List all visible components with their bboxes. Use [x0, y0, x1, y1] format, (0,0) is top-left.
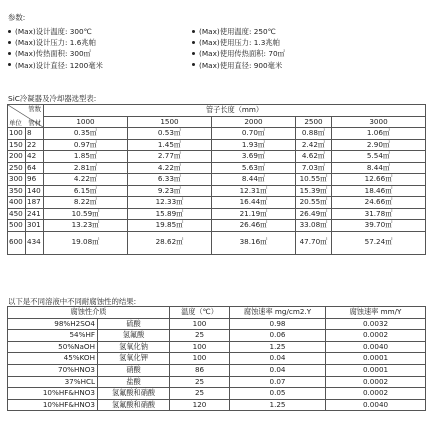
medium-formula-cell: 54%HF	[8, 330, 98, 342]
medium-name-cell: 硫酸	[98, 318, 170, 330]
area-cell: 2.81㎡	[44, 162, 128, 174]
dn-cell: 250	[8, 162, 26, 174]
area-cell: 57.24㎡	[332, 231, 426, 254]
rate-mg-cell: 0.07	[230, 376, 326, 388]
area-cell: 26.49㎡	[296, 208, 332, 220]
temperature-cell: 100	[170, 353, 230, 365]
medium-formula-cell: 70%HNO3	[8, 364, 98, 376]
rate-mm-cell: 0.0002	[326, 376, 426, 388]
rate-mm-cell: 0.0032	[326, 318, 426, 330]
tube-count-cell: 241	[26, 208, 44, 220]
param-use-heat-area: (Max)使用传热面积: 70㎡	[192, 48, 285, 59]
bullet-icon	[192, 41, 195, 44]
params-heading: 参数:	[8, 13, 26, 22]
medium-name-cell: 氢氧化钠	[98, 341, 170, 353]
temperature-cell: 86	[170, 364, 230, 376]
area-cell: 26.46㎡	[212, 220, 296, 232]
table-row	[8, 197, 426, 209]
table-row	[8, 231, 426, 254]
table-row	[8, 318, 426, 330]
tube-count-cell: 64	[26, 162, 44, 174]
tube-count-cell: 140	[26, 185, 44, 197]
rate-mm-cell: 0.0040	[326, 341, 426, 353]
tube-count-cell: 434	[26, 231, 44, 254]
param-use-temp: (Max)使用温度: 250℃	[192, 26, 285, 37]
area-cell: 0.35㎡	[44, 128, 128, 140]
dn-cell: 400	[8, 197, 26, 209]
corner-label-tubes: 管数	[28, 105, 41, 113]
medium-name-cell: 氢氟酸和硝酸	[98, 399, 170, 411]
medium-formula-cell: 98%H2SO4	[8, 318, 98, 330]
area-cell: 2.77㎡	[128, 151, 212, 163]
param-heat-area: (Max)传热面积: 300㎡	[8, 48, 103, 59]
area-cell: 7.03㎡	[296, 162, 332, 174]
param-use-diameter: (Max)使用直径: 900毫米	[192, 60, 285, 71]
area-cell: 1.45㎡	[128, 139, 212, 151]
table-row	[8, 128, 426, 140]
temperature-cell: 120	[170, 399, 230, 411]
bullet-icon	[192, 30, 195, 33]
table-row	[8, 353, 426, 365]
table-row	[8, 364, 426, 376]
area-cell: 19.85㎡	[128, 220, 212, 232]
rate-mg-cell: 0.05	[230, 388, 326, 400]
corrosion-table-body	[8, 318, 426, 411]
params-right-column	[192, 26, 285, 71]
length-header: 3000	[332, 116, 426, 128]
bullet-icon	[8, 41, 11, 44]
table-row	[8, 220, 426, 232]
table-row	[8, 388, 426, 400]
rate-mg-header: 腐蚀速率 mg/cm2.Y	[230, 307, 326, 319]
area-cell: 38.16㎡	[212, 231, 296, 254]
temperature-cell: 100	[170, 341, 230, 353]
tube-count-cell: 22	[26, 139, 44, 151]
corrosion-table	[7, 306, 426, 411]
tube-count-cell: 187	[26, 197, 44, 209]
table-row	[8, 151, 426, 163]
area-cell: 5.63㎡	[212, 162, 296, 174]
area-cell: 15.39㎡	[296, 185, 332, 197]
corner-label-material: 管材	[28, 119, 41, 127]
area-cell: 28.62㎡	[128, 231, 212, 254]
area-cell: 8.22㎡	[44, 197, 128, 209]
rate-mg-cell: 1.25	[230, 341, 326, 353]
medium-name-cell: 氢氟酸	[98, 330, 170, 342]
length-header: 2000	[212, 116, 296, 128]
medium-formula-cell: 10%HF&HNO3	[8, 399, 98, 411]
rate-mm-cell: 0.0040	[326, 399, 426, 411]
area-cell: 3.69㎡	[212, 151, 296, 163]
area-cell: 6.15㎡	[44, 185, 128, 197]
length-header: 1000	[44, 116, 128, 128]
area-cell: 24.66㎡	[332, 197, 426, 209]
corner-label-unit: 单位	[9, 119, 22, 127]
temperature-cell: 100	[170, 318, 230, 330]
area-cell: 8.44㎡	[332, 162, 426, 174]
dn-cell: 200	[8, 151, 26, 163]
area-cell: 16.44㎡	[212, 197, 296, 209]
area-cell: 12.66㎡	[332, 174, 426, 186]
medium-name-cell: 氢氟酸和硝酸	[98, 388, 170, 400]
area-cell: 6.33㎡	[128, 174, 212, 186]
area-cell: 0.70㎡	[212, 128, 296, 140]
area-cell: 31.78㎡	[332, 208, 426, 220]
area-cell: 21.19㎡	[212, 208, 296, 220]
tube-count-cell: 42	[26, 151, 44, 163]
area-cell: 1.93㎡	[212, 139, 296, 151]
area-cell: 15.89㎡	[128, 208, 212, 220]
area-cell: 0.88㎡	[296, 128, 332, 140]
corner-header-cell	[8, 105, 44, 128]
area-cell: 8.44㎡	[212, 174, 296, 186]
area-cell: 19.08㎡	[44, 231, 128, 254]
rate-mg-cell: 0.98	[230, 318, 326, 330]
area-cell: 10.59㎡	[44, 208, 128, 220]
table-row	[8, 341, 426, 353]
area-cell: 12.31㎡	[212, 185, 296, 197]
sic-table-heading: SiC冷凝器及冷却器选型表:	[8, 94, 97, 103]
temperature-cell: 25	[170, 330, 230, 342]
tube-count-cell: 8	[26, 128, 44, 140]
area-cell: 1.85㎡	[44, 151, 128, 163]
param-use-pressure: (Max)使用压力: 1.3兆帕	[192, 37, 285, 48]
rate-mm-cell: 0.0001	[326, 364, 426, 376]
bullet-icon	[8, 63, 11, 66]
area-cell: 33.08㎡	[296, 220, 332, 232]
corrosion-medium-header: 腐蚀性介质	[8, 307, 170, 319]
area-cell: 39.70㎡	[332, 220, 426, 232]
temperature-cell: 25	[170, 388, 230, 400]
area-cell: 10.55㎡	[296, 174, 332, 186]
rate-mg-cell: 0.04	[230, 353, 326, 365]
tube-count-cell: 96	[26, 174, 44, 186]
bullet-icon	[192, 63, 195, 66]
dn-cell: 100	[8, 128, 26, 140]
rate-mg-cell: 0.06	[230, 330, 326, 342]
temperature-cell: 25	[170, 376, 230, 388]
area-cell: 20.55㎡	[296, 197, 332, 209]
rate-mg-cell: 1.25	[230, 399, 326, 411]
length-header: 2500	[296, 116, 332, 128]
temperature-header: 温度（℃）	[170, 307, 230, 319]
dn-cell: 450	[8, 208, 26, 220]
bullet-icon	[8, 30, 11, 33]
area-cell: 47.70㎡	[296, 231, 332, 254]
area-cell: 0.97㎡	[44, 139, 128, 151]
rate-mm-cell: 0.0002	[326, 388, 426, 400]
area-cell: 2.42㎡	[296, 139, 332, 151]
medium-formula-cell: 45%KOH	[8, 353, 98, 365]
bullet-icon	[192, 52, 195, 55]
table-row	[8, 185, 426, 197]
length-header: 1500	[128, 116, 212, 128]
param-design-temp: (Max)设计温度: 300℃	[8, 26, 103, 37]
area-cell: 2.90㎡	[332, 139, 426, 151]
area-cell: 4.22㎡	[44, 174, 128, 186]
table-row	[8, 330, 426, 342]
table-row	[8, 208, 426, 220]
area-cell: 1.06㎡	[332, 128, 426, 140]
rate-mg-cell: 0.04	[230, 364, 326, 376]
area-cell: 13.23㎡	[44, 220, 128, 232]
medium-formula-cell: 50%NaOH	[8, 341, 98, 353]
params-left-column	[8, 26, 103, 71]
rate-mm-header: 腐蚀速率 mm/Y	[326, 307, 426, 319]
medium-name-cell: 硝酸	[98, 364, 170, 376]
param-design-pressure: (Max)设计压力: 1.6兆帕	[8, 37, 103, 48]
tube-count-cell: 301	[26, 220, 44, 232]
rate-mm-cell: 0.0001	[326, 353, 426, 365]
table-row	[8, 162, 426, 174]
corrosion-table-heading: 以下是不同溶液中不同耐腐蚀性的结果:	[8, 297, 137, 306]
medium-formula-cell: 37%HCL	[8, 376, 98, 388]
dn-cell: 350	[8, 185, 26, 197]
param-design-diameter: (Max)设计直径: 1200毫米	[8, 60, 103, 71]
sic-selection-table	[7, 104, 426, 255]
area-cell: 0.53㎡	[128, 128, 212, 140]
dn-cell: 150	[8, 139, 26, 151]
table-row	[8, 399, 426, 411]
medium-name-cell: 盐酸	[98, 376, 170, 388]
area-cell: 12.33㎡	[128, 197, 212, 209]
dn-cell: 600	[8, 231, 26, 254]
table-row	[8, 376, 426, 388]
rate-mm-cell: 0.0002	[326, 330, 426, 342]
area-cell: 5.54㎡	[332, 151, 426, 163]
table-row	[8, 174, 426, 186]
area-cell: 18.46㎡	[332, 185, 426, 197]
table-row	[8, 139, 426, 151]
area-cell: 4.62㎡	[296, 151, 332, 163]
sic-table-body	[8, 128, 426, 255]
dn-cell: 300	[8, 174, 26, 186]
dn-cell: 500	[8, 220, 26, 232]
area-cell: 4.22㎡	[128, 162, 212, 174]
bullet-icon	[8, 52, 11, 55]
medium-name-cell: 氢氧化钾	[98, 353, 170, 365]
medium-formula-cell: 10%HF&HNO3	[8, 388, 98, 400]
tube-length-header: 管子长度（mm）	[44, 105, 426, 117]
area-cell: 9.23㎡	[128, 185, 212, 197]
